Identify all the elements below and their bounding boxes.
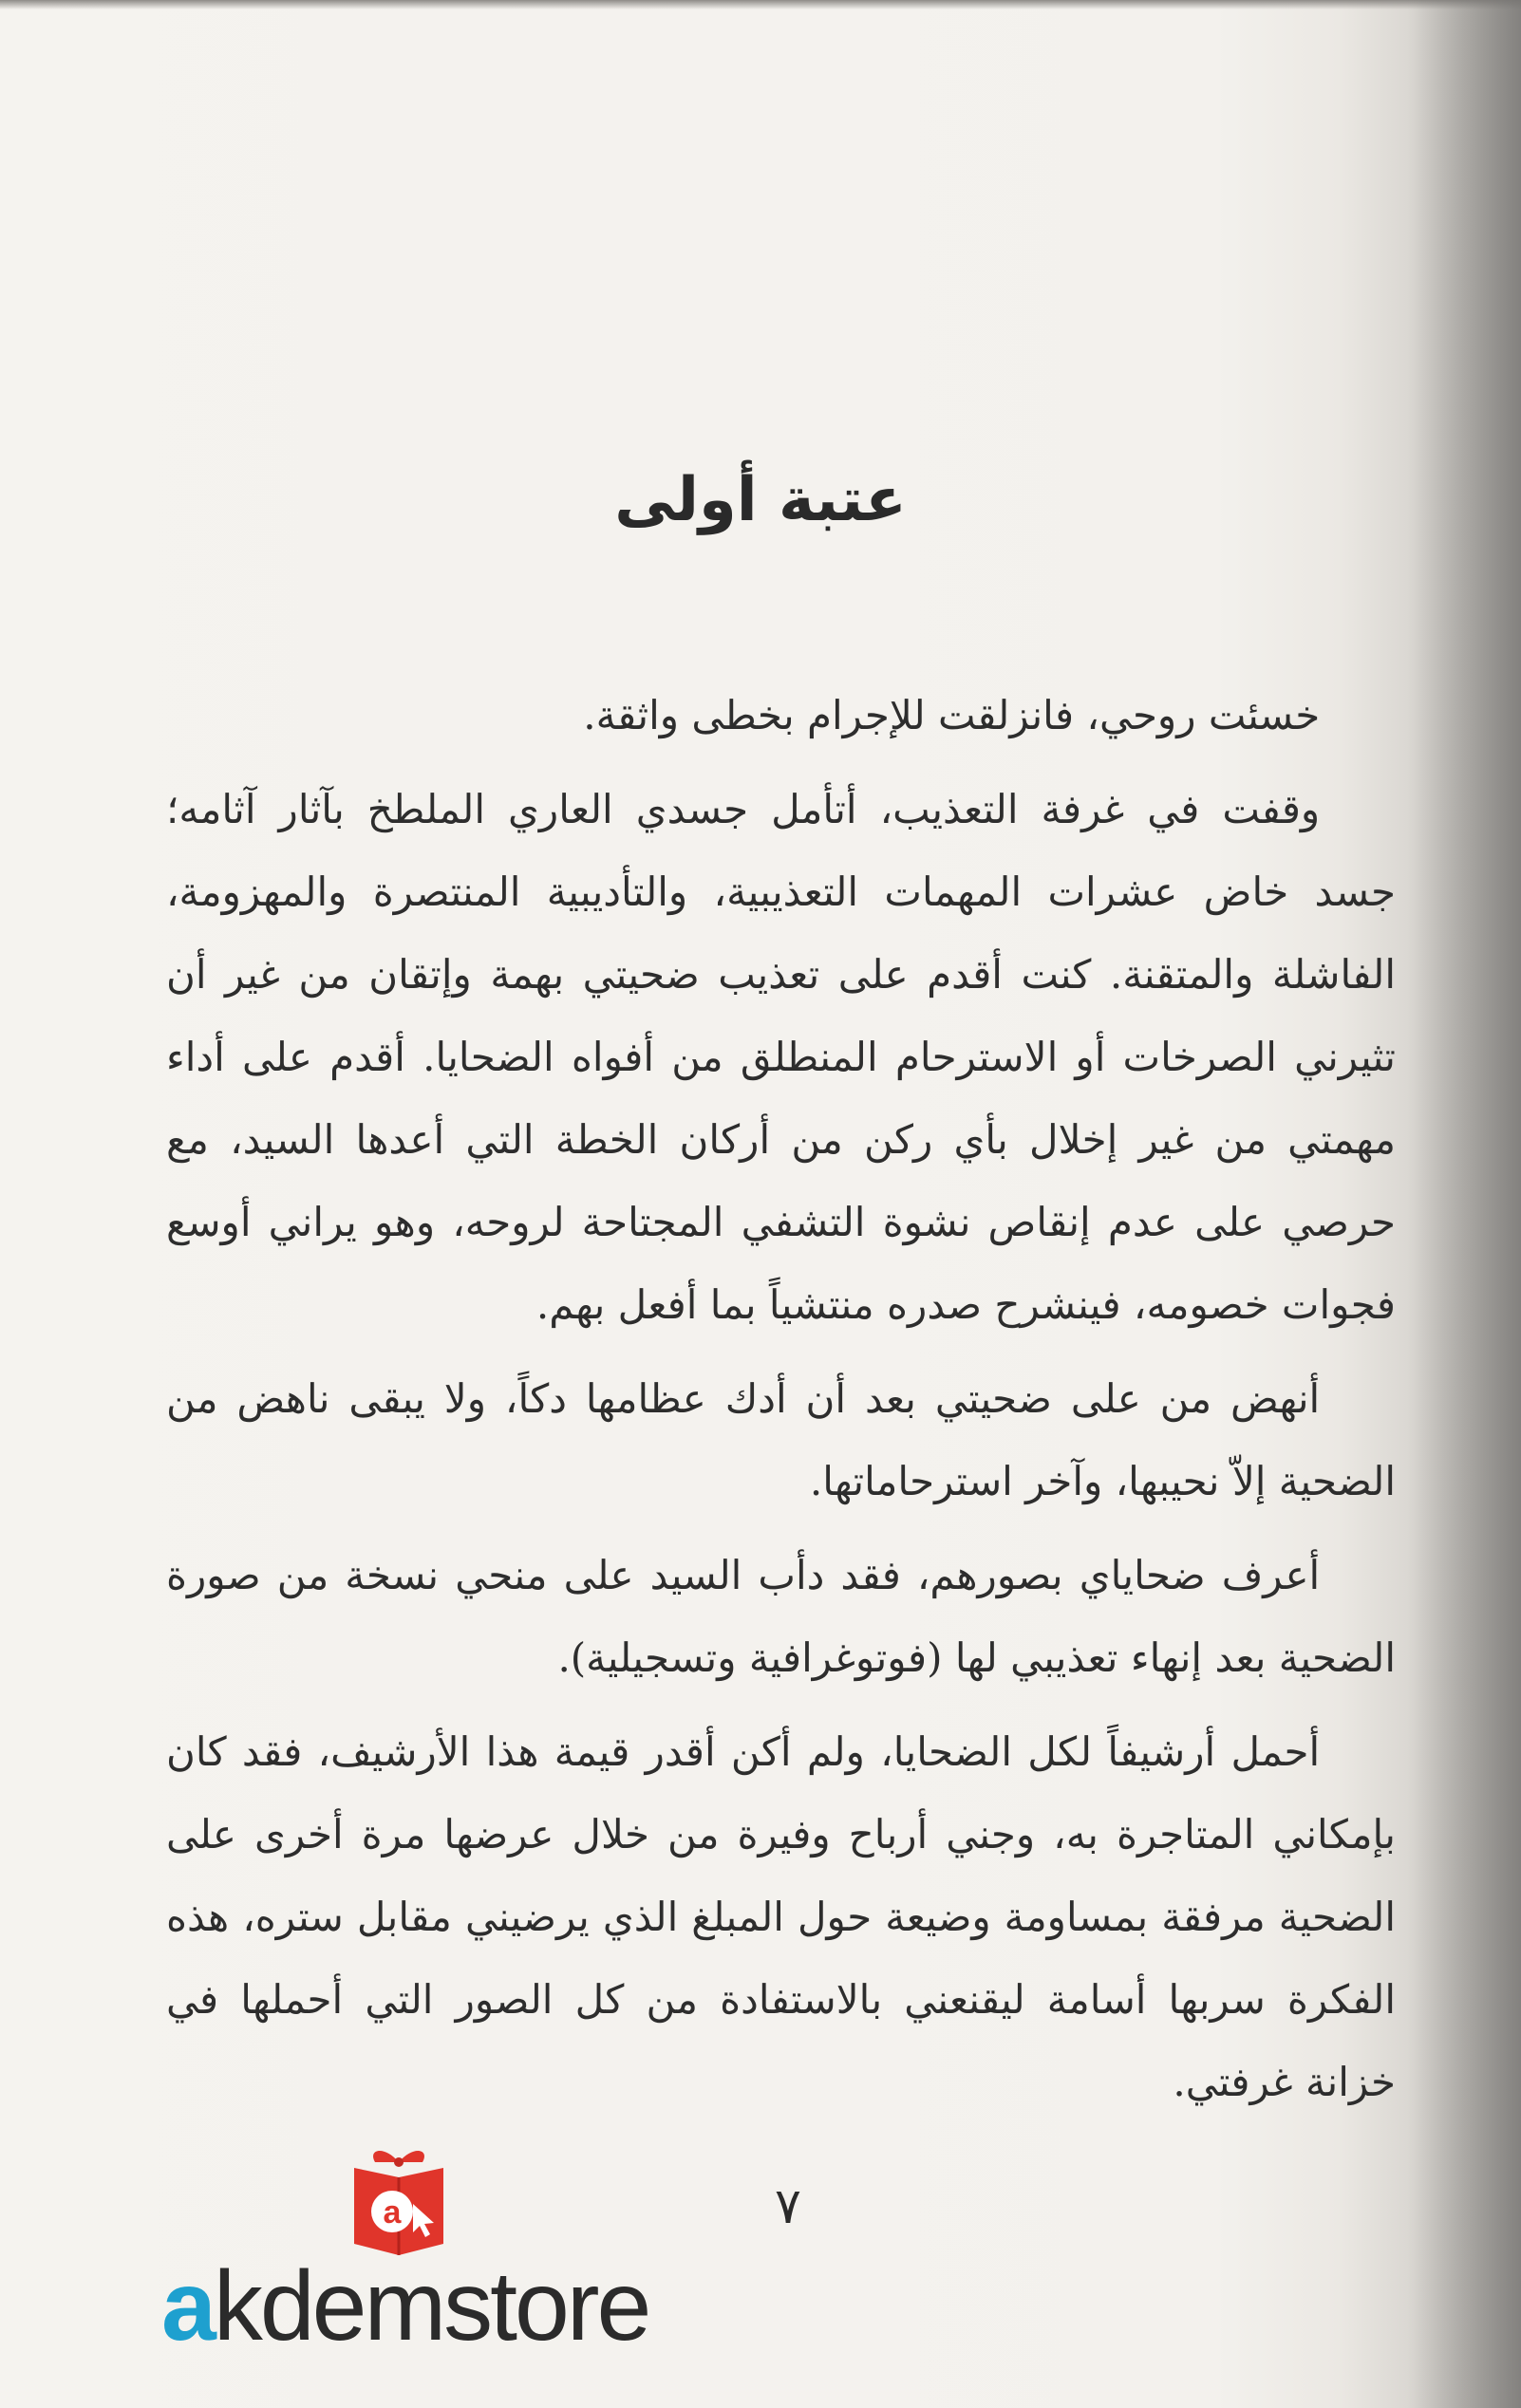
paragraph: خسئت روحي، فانزلقت للإجرام بخطى واثقة. xyxy=(583,692,1321,738)
paragraph: أحمل أرشيفاً لكل الضحايا، ولم أكن أقدر قيمة هذا الأرشيف، فقد كان بإمكاني المتاجرة به، وجني أرباح وفيرة من خلال عرضها مرة أخرى على الضحية مرفقة بمساومة وضيعة حول المبلغ الذي يرضيني مقابل ستره، هذه الفكرة سربها أسامة ليقنعني بالاستفادة من كل الصور التي أحملها في خزانة غرفتي. xyxy=(166,1728,1396,2105)
top-shadow xyxy=(0,0,1521,9)
paragraph: أعرف ضحاياي بصورهم، فقد دأب السيد على منحي نسخة من صورة الضحية بعد إنهاء تعذيبي لها (فوتوغرافية وتسجيلية). xyxy=(166,1552,1396,1681)
logo-name: kdemstore xyxy=(213,2251,649,2361)
chapter-body xyxy=(166,674,1396,2135)
logo-wordmark xyxy=(161,2251,649,2361)
paragraph: وقفت في غرفة التعذيب، أتأمل جسدي العاري الملطخ بآثار آثامه؛ جسد خاض عشرات المهمات التعذيبية، والتأديبية المنتصرة والمهزومة، الفاشلة والمتقنة. كنت أقدم على تعذيب ضحيتي بهمة وإتقان من غير أن تثيرني الصرخات أو الاسترحام المنطلق من أفواه الضحايا. أقدم على أداء مهمتي من غير إخلال بأي ركن من أركان الخطة التي أعدها السيد، مع حرصي على عدم إنقاص نشوة التشفي المجتاحة لروحه، وهو يراني أوسع فجوات خصومه، فينشرح صدره منتشياً بما أفعل بهم. xyxy=(166,786,1396,1328)
logo-accent-letter: a xyxy=(161,2251,214,2361)
book-gift-icon xyxy=(347,2145,451,2259)
logo-icon-letter: a xyxy=(383,2194,402,2231)
page-number: ٧ xyxy=(775,2178,801,2235)
store-logo xyxy=(161,2145,655,2361)
paragraph: أنهض من على ضحيتي بعد أن أدك عظامها دكاً، ولا يبقى ناهض من الضحية إلاّ نحيبها، وآخر استرحاماتها. xyxy=(166,1375,1396,1504)
chapter-title: عتبة أولى xyxy=(614,465,907,535)
binding-shadow xyxy=(1407,0,1521,2408)
